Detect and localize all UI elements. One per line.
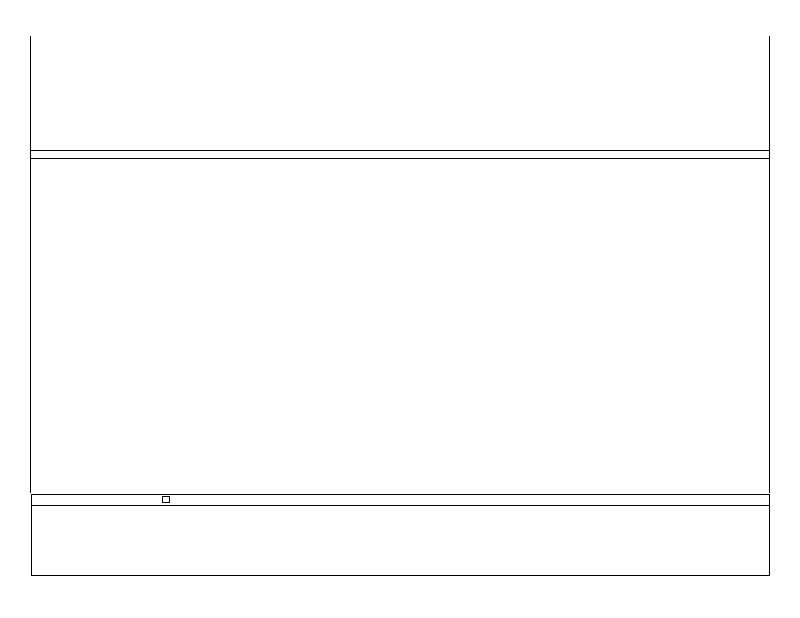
thinking-skills-header xyxy=(32,495,769,506)
employability-divider xyxy=(31,150,769,151)
thinking-skills-grid xyxy=(31,494,770,576)
header-checkbox[interactable] xyxy=(162,496,170,503)
employability-divider-bottom xyxy=(31,158,769,159)
standards-frame xyxy=(30,36,770,493)
